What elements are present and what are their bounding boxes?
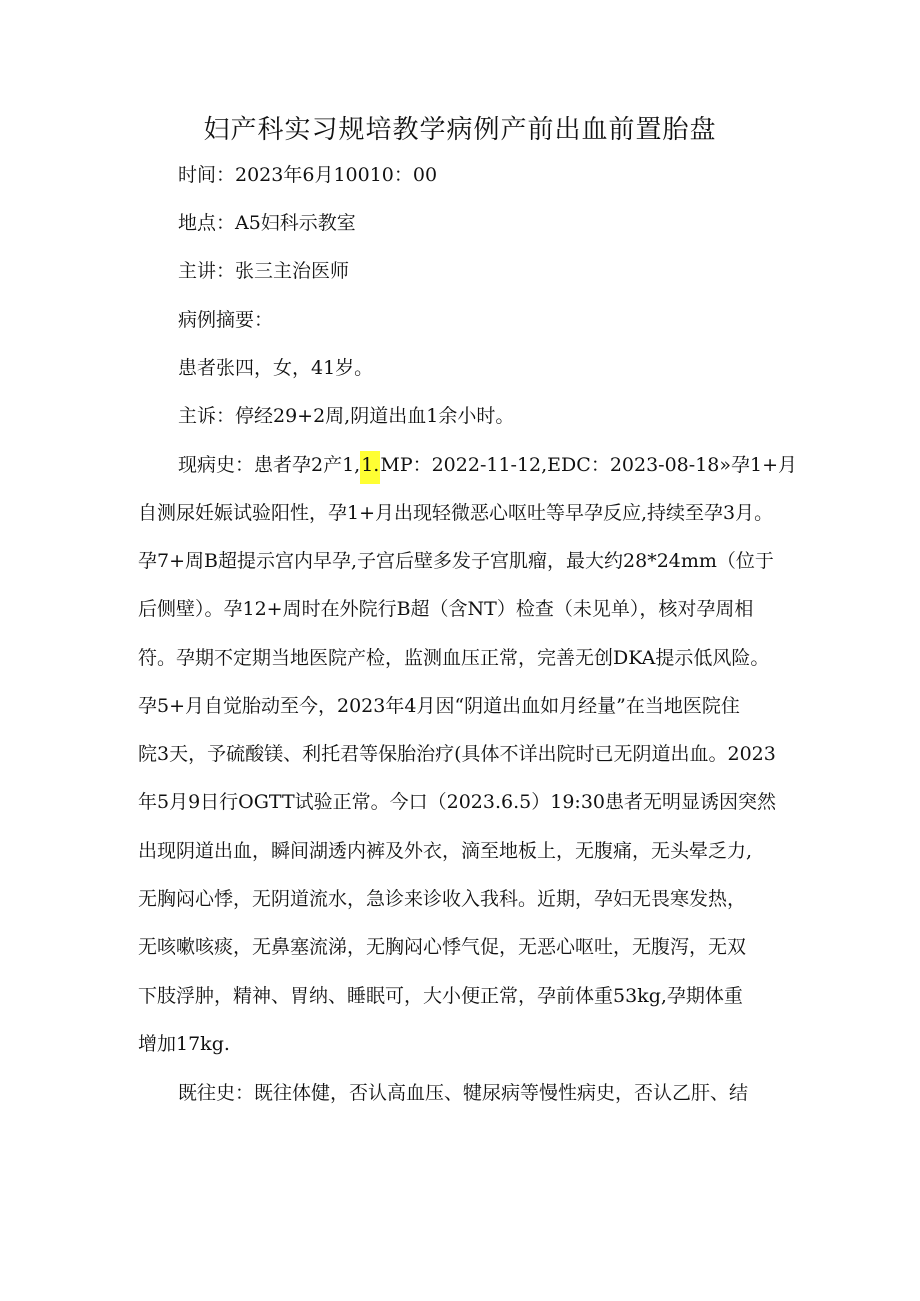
paragraph-line: 出现阴道出血，瞬间湖透内裤及外衣，滴至地板上，无腹痛，无头晕乏力,	[138, 840, 753, 862]
history-present-lmp: MP：2022-11-12,EDC：2023-08-18»孕1+月	[380, 454, 798, 476]
paragraph-line: 院3天，予硫酸镁、利托君等保胎治疗(具体不详出院时已无阴道出血。2023	[138, 743, 776, 765]
paragraph-line: 孕5+月自觉胎动至今，2023年4月因“阴道出血如月经量”在当地医院住	[138, 695, 740, 717]
patient-info: 患者张四，女，41岁。	[178, 357, 374, 379]
paragraph-line: 符。孕期不定期当地医院产检，监测血压正常，完善无创DKA提示低风险。	[138, 647, 770, 669]
paragraph-line: 自测尿妊娠试验阳性，孕1+月出现轻微恶心呕吐等早孕反应,持续至孕3月。	[138, 502, 774, 524]
highlighted-text: 1.	[360, 451, 380, 484]
chief-complaint: 主诉：停经29+2周,阴道出血1余小时。	[178, 405, 515, 427]
summary-heading: 病例摘要：	[178, 309, 274, 331]
meta-speaker: 主讲：张三主治医师	[178, 260, 350, 282]
paragraph-line: 孕7+周B超提示宫内早孕,子宫后壁多发子宫肌瘤，最大约28*24mm（位于	[138, 550, 774, 572]
paragraph-line: 后侧壁）。孕12+周时在外院行B超（含NT）检查（未见单），核对孕周相	[138, 598, 754, 620]
past-history: 既往史：既往体健，否认高血压、犍尿病等慢性病史，否认乙肝、结	[178, 1082, 749, 1104]
history-present-first-line	[178, 450, 828, 480]
history-present-label: 现病史：患者孕2产1,	[178, 454, 361, 476]
meta-place: 地点：A5妇科示教室	[178, 212, 356, 234]
paragraph-line: 无咳嗽咳痰，无鼻塞流涕，无胸闷心悸气促，无恶心呕吐，无腹泻，无双	[138, 936, 747, 958]
paragraph-line: 下肢浮肿，精神、胃纳、睡眠可，大小便正常，孕前体重53kg,孕期体重	[138, 985, 743, 1007]
meta-time: 时间：2023年6月10010：00	[178, 164, 438, 186]
paragraph-line: 年5月9日行OGTT试验正常。今口（2023.6.5）19:30患者无明显诱因突然	[138, 791, 776, 813]
paragraph-line: 增加17kg.	[138, 1033, 230, 1055]
document-title: 妇产科实习规培教学病例产前出血前置胎盘	[203, 115, 717, 145]
paragraph-line: 无胸闷心悸，无阴道流水，急诊来诊收入我科。近期，孕妇无畏寒发热，	[138, 888, 747, 910]
